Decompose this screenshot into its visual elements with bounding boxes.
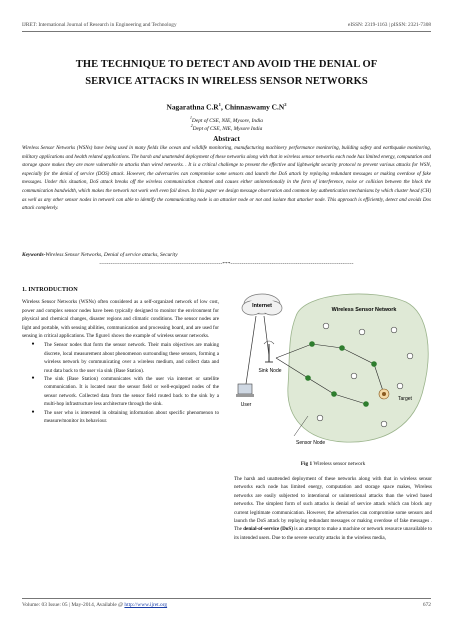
journal-name: IJRET: International Journal of Research in Engineering and Technology xyxy=(22,22,177,28)
affiliation-2 xyxy=(0,124,453,132)
list-item xyxy=(22,341,219,375)
figure-caption-label: Fig 1 xyxy=(300,461,313,467)
sensor-node-icon xyxy=(363,401,369,407)
bullet-icon: ● xyxy=(31,376,35,382)
figure-caption-text: Wireless sensor network xyxy=(313,461,366,467)
sensor-node-icon xyxy=(309,341,315,347)
header-rule xyxy=(22,31,431,32)
authors xyxy=(0,102,453,111)
paper-title xyxy=(30,56,423,90)
keywords-text: Wireless Sensor Networks, Denial of service attacks, Security xyxy=(45,252,178,258)
affiliation-2-text: Dept of CSE, NIE, Mysore India xyxy=(192,125,263,132)
wsn-figure xyxy=(234,286,432,450)
sensor-node-label: Sensor Node xyxy=(296,440,326,446)
wsn-label: Wireless Sensor Network xyxy=(331,307,397,313)
figure-caption xyxy=(234,461,432,467)
sensor-node-icon xyxy=(359,329,365,335)
sensor-node-icon xyxy=(339,345,345,351)
internet-sink-link xyxy=(264,316,269,356)
author-1: Nagarathna C.R xyxy=(166,102,219,112)
affiliation-1 xyxy=(0,116,453,124)
section-heading-introduction: 1. INTRODUCTION xyxy=(22,286,78,293)
footer-volume-text: Volume: 03 Issue: 05 | May-2014, Available @ xyxy=(22,602,125,608)
dos-term: denial-of-service (DoS) xyxy=(243,526,293,533)
sensor-node-icon xyxy=(351,373,357,379)
sensor-node-icon xyxy=(381,421,387,427)
bullet-icon: ● xyxy=(31,409,35,415)
affiliation-1-marker: 1 xyxy=(190,116,192,120)
title-line-2: SERVICE ATTACKS IN WIRELESS SENSOR NETWORKS xyxy=(85,76,368,87)
page-footer xyxy=(22,602,431,608)
title-line-1: THE TECHNIQUE TO DETECT AND AVOID THE DENIAL OF xyxy=(75,59,378,70)
target-icon xyxy=(379,389,389,399)
sensor-node-icon xyxy=(317,415,323,421)
author-2: Chinnaswamy C.N xyxy=(224,102,285,112)
sensor-node-icon xyxy=(305,375,311,381)
user-computer-icon xyxy=(236,384,254,397)
sensor-node-icon xyxy=(323,323,329,329)
bullet-icon: ● xyxy=(31,342,35,348)
list-item xyxy=(22,409,219,426)
internet-user-link xyxy=(246,316,256,384)
sensor-node-icon xyxy=(331,391,337,397)
running-header xyxy=(22,22,431,28)
right-column xyxy=(234,475,432,542)
keywords-label: Keywords- xyxy=(22,252,46,258)
issn: eISSN: 2319-1163 | pISSN: 2321-7308 xyxy=(348,22,431,28)
internet-label: Internet xyxy=(252,303,272,309)
list-item xyxy=(22,375,219,409)
bullet-text: The user who is interested in obtaining information about specific phenomenon to measure/monitor its behaviour. xyxy=(44,409,219,425)
sensor-node-icon xyxy=(371,361,377,367)
keywords xyxy=(22,252,431,258)
abstract-heading: Abstract xyxy=(213,135,240,143)
abstract-body: Wireless Sensor Networks (WSNs) have being used in many fields like ocean and wildlife monitoring, manufacturing machinery performance monitoring, building safety and earthquake monitoring, military applications and health related applications. The harsh and unattended deployment of these networks along with that in wireless sensor networks each node has limited energy, computation and storage space makes they are more vulnerable to attacks than wired networks. . It is a critical challenge to present the effective and lightweight security protocol to prevent various attacks for WSN, especially for the denial of service (DOS) attack. However, the adversaries can compromise some sensors and launch the DoS attack by replaying redundant messages or making overdose of fake messages. Under this situation, DoS attack breaks off the wireless communication channel and causes either unintentionally in the form of interference, noise or collision between the block the communication bandwidth, which makes the network not work well even fail down. In this paper we design message observation and common key authentication mechanisms by which cluster head (CH) as well as any other sensor nodes in network can able to identify the communicating node is an attacker node or not and isolate that attacker node. This approach is efficiently, detect and avoids Dos attack completely. xyxy=(22,145,431,212)
footer-rule xyxy=(22,598,431,599)
target-label: Target xyxy=(398,396,412,402)
intro-paragraph: Wireless Sensor Networks (WSNs) often considered as a self-organized network of low cost, power and complex sensor nodes have been typically designed to monitor the environment for physical and chemical changes, disaster regions and climatic conditions. The sensor nodes are light and portable, with sensing abilities, communication and processing board, and are used for sensing in critical applications. The figure1 shows the example of wireless sensor networks. xyxy=(22,299,219,340)
affiliation-2-marker: 2 xyxy=(190,124,193,128)
sensor-node-icon xyxy=(397,383,403,389)
footer-volume xyxy=(22,602,167,608)
page-number: 672 xyxy=(422,602,431,608)
user-label: User xyxy=(240,402,252,408)
author-separator: , xyxy=(220,102,225,112)
sensor-node-icon xyxy=(391,327,397,333)
journal-link[interactable]: http://www.ijret.org xyxy=(124,602,168,608)
sink-tower-icon xyxy=(264,341,274,362)
right-paragraph-end: is an attempt to make a machine or network resource unavailable to its intended users. Due to the severe security attacks in the wireless media, xyxy=(234,526,432,541)
left-column xyxy=(22,286,219,426)
intro-bullet-list xyxy=(22,341,219,425)
section-separator: ------------------------------------------------------------------***------------------------------------------------------------------ xyxy=(99,262,354,267)
bullet-text: The Sensor nodes that form the sensor network. Their main objectives are making discrete, local measurement about phenomenon surrounding these sensors, forming a wireless network by communicating over a wireless medium, and collect data and rout data back to the user via sink (Base Station). xyxy=(44,342,219,374)
wsn-region xyxy=(288,294,428,442)
right-paragraph-start: The harsh and unattended deployment of these networks along with that in wireless sensor networks each node has limited energy, computation and storage space makes, Wireless networks are easily subjected to intentional or unintentional attacks than the wired based networks. The simplest form of such attacks is denial of service attack which can block any current legitimate communication. However, the adversaries can compromise some sensors and launch the DoS attack by replaying redundant messages or making overdose of fake messages . The xyxy=(234,476,432,533)
bullet-text: The sink (Base Station) communicates with the user via internet or satellite communication. It is located near the sensor field or well-equipped nodes of the sensor network. Collected data from the sensor field routed back to the sink by a multi-hop infrastructure less architecture through the sink. xyxy=(44,376,219,408)
affiliation-1-text: Dept of CSE, NIE, Mysore, India xyxy=(191,117,263,124)
author-1-marker: 1 xyxy=(218,102,221,107)
sink-node-label: Sink Node xyxy=(258,368,282,374)
author-2-marker: 2 xyxy=(284,102,287,107)
sensor-node-icon xyxy=(407,353,413,359)
